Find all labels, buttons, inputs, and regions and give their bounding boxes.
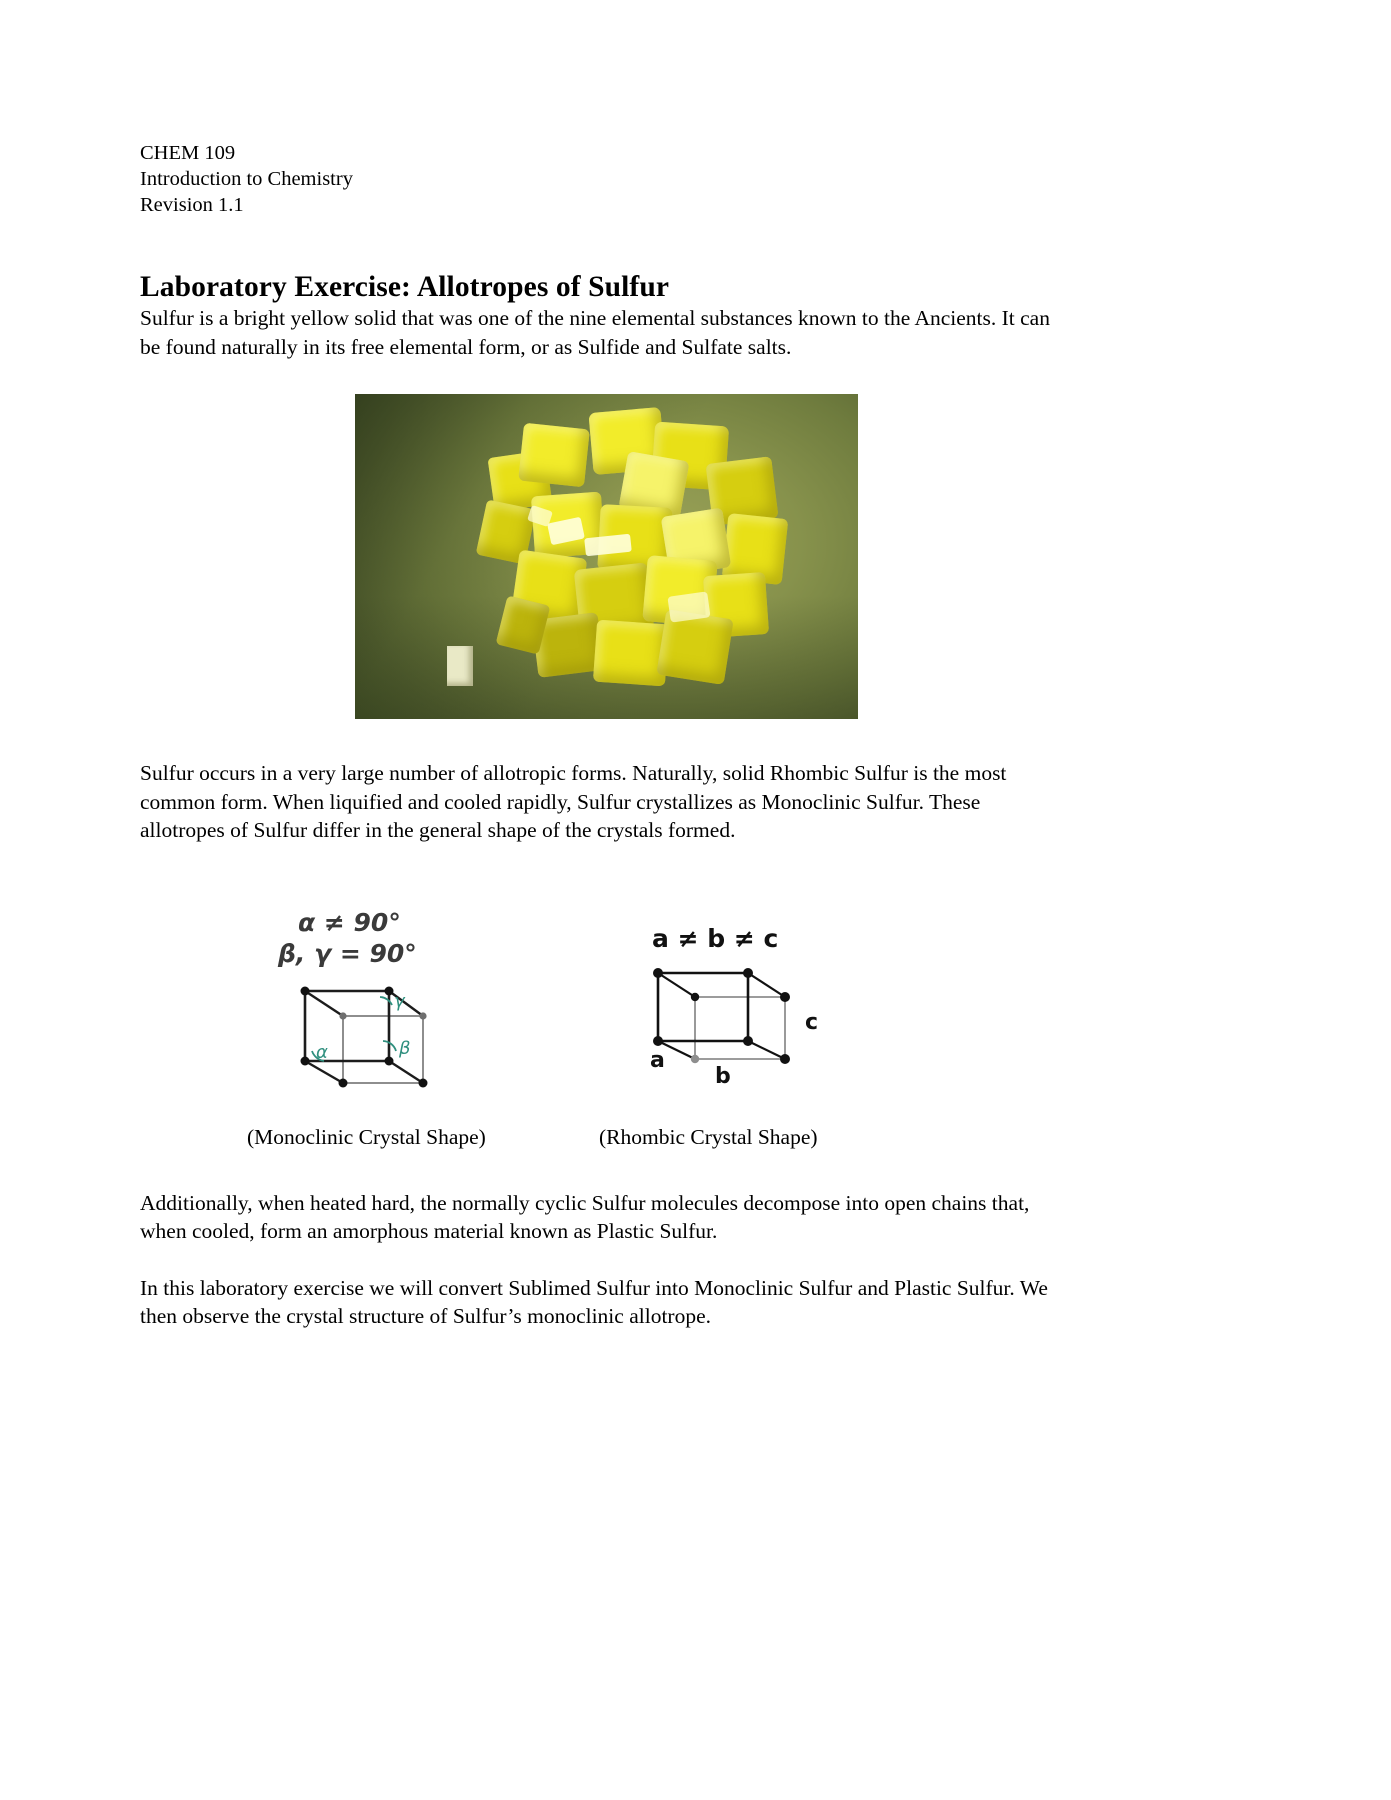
- rhombic-axis-b-label: b: [715, 1063, 731, 1089]
- rhombic-condition-line-1: a ≠ b ≠ c: [652, 923, 779, 953]
- monoclinic-angle-beta-label: β: [399, 1037, 411, 1059]
- revision-number: Revision 1.1: [140, 194, 244, 216]
- rhombic-cell-svg: [620, 901, 890, 1116]
- document-content: [140, 140, 1062, 1331]
- monoclinic-back-edges: [343, 1016, 423, 1083]
- monoclinic-cell-svg: [220, 901, 520, 1116]
- sulfur-crystal-photograph: [355, 394, 858, 719]
- reference-cube: [447, 646, 473, 686]
- course-name: Introduction to Chemistry: [140, 168, 353, 190]
- sulfur-crystal-mass: [473, 408, 803, 704]
- paragraph-exercise-overview: In this laboratory exercise we will convert Sublimed Sulfur into Monoclinic Sulfur and Plastic Sulfur. We then observe the crystal structure of Sulfur’s monoclinic allotrope.: [140, 1275, 1048, 1328]
- rhombic-axis-a-label: a: [650, 1047, 665, 1073]
- course-code: CHEM 109: [140, 142, 236, 164]
- monoclinic-angle-gamma-label: γ: [394, 990, 405, 1012]
- monoclinic-connecting-edges: [305, 991, 423, 1083]
- rhombic-caption: (Rhombic Crystal Shape): [599, 1124, 818, 1149]
- rhombic-axis-c-label: c: [805, 1009, 819, 1035]
- monoclinic-condition-line-2: β, γ = 90°: [278, 938, 417, 968]
- paragraph-plastic-sulfur: Additionally, when heated hard, the normally cyclic Sulfur molecules decompose into open chains that, when cooled, form an amorphous material known as Plastic Sulfur.: [140, 1190, 1030, 1243]
- page-title: Laboratory Exercise: Allotropes of Sulfur: [140, 271, 670, 303]
- document-header: [140, 140, 1062, 218]
- rhombic-back-edges: [695, 997, 785, 1059]
- paragraph-intro: Sulfur is a bright yellow solid that was one of the nine elemental substances known to the Ancients. It can be found naturally in its free elemental form, or as Sulfide and Sulfate salts.: [140, 306, 1050, 359]
- monoclinic-crystal-diagram: [220, 901, 520, 1121]
- rhombic-connecting-edges: [658, 973, 785, 1059]
- rhombic-crystal-diagram: [620, 901, 890, 1121]
- figure-sulfur-photo-wrapper: [140, 394, 1062, 719]
- monoclinic-condition-line-1: α ≠ 90°: [298, 907, 401, 937]
- monoclinic-angle-alpha-label: α: [316, 1041, 328, 1063]
- monoclinic-caption: (Monoclinic Crystal Shape): [247, 1124, 486, 1149]
- paragraph-allotropic-forms: Sulfur occurs in a very large number of allotropic forms. Naturally, solid Rhombic Sulfur is the most common form. When liquified and cooled rapidly, Sulfur crystallizes as Monoclinic Sulfur. These allotropes of Sulfur differ in the general shape of the crystals formed.: [140, 761, 1007, 842]
- crystal-shape-figures: [140, 901, 1062, 1149]
- rhombic-front-edges: [658, 973, 748, 1041]
